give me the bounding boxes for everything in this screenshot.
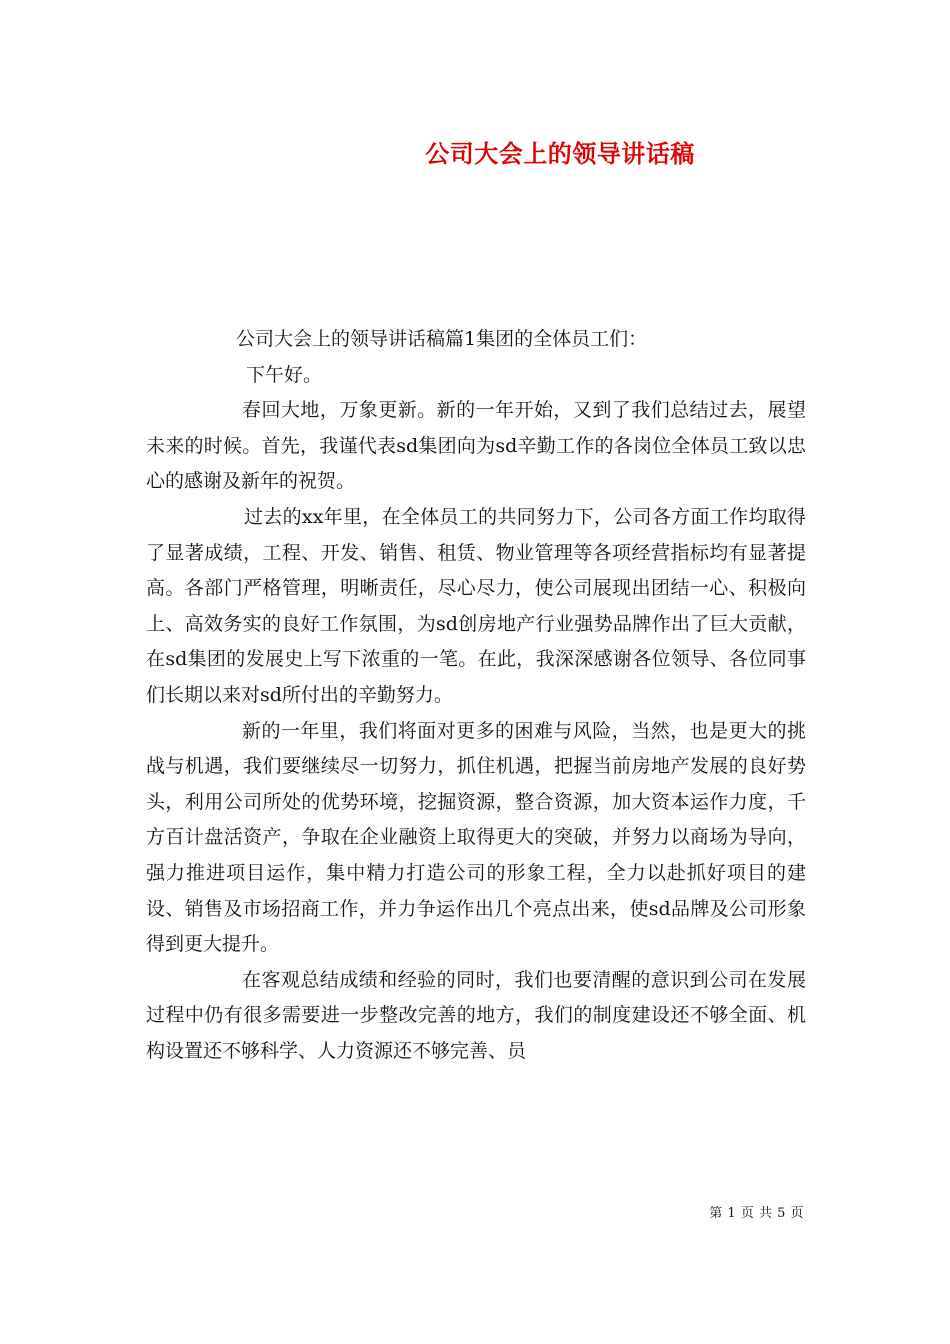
paragraph: 新的一年里，我们将面对更多的困难与风险，当然，也是更大的挑战与机遇，我们要继续尽一切努力，抓住机遇，把握当前房地产发展的良好势头，利用公司所处的优势环境，挖掘资源，整合资源，加大资本运作力度，千方百计盘活资产，争取在企业融资上取得更大的突破，并努力以商场为导向，强力推进项目运作，集中精力打造公司的形象工程，全力以赴抓好项目的建设、销售及市场招商工作，并力争运作出几个亮点出来，使sd品牌及公司形象得到更大提升。 bbox=[146, 719, 806, 956]
page-number: 第 1 页 共 5 页 bbox=[709, 1206, 804, 1221]
paragraph: 在客观总结成绩和经验的同时，我们也要清醒的意识到公司在发展过程中仍有很多需要进一步整改完善的地方，我们的制度建设还不够全面、机构设置还不够科学、人力资源还不够完善、员 bbox=[146, 968, 806, 1062]
document-title: 公司大会上的领导讲话稿 bbox=[425, 139, 695, 168]
paragraph-greeting: 下午好。 bbox=[246, 363, 323, 386]
paragraph: 过去的xx年里，在全体员工的共同努力下，公司各方面工作均取得了显著成绩，工程、开发、销售、租赁、物业管理等各项经营指标均有显著提高。各部门严格管理，明晰责任，尽心尽力，使公司展现出团结一心、积极向上、高效务实的良好工作氛围，为sd创房地产行业强势品牌作出了巨大贡献，在sd集团的发展史上写下浓重的一笔。在此，我深深感谢各位领导、各位同事们长期以来对sd所付出的辛勤努力。 bbox=[146, 505, 806, 706]
document-body bbox=[146, 322, 806, 1069]
paragraph-opening: 公司大会上的领导讲话稿篇1集团的全体员工们： bbox=[236, 328, 648, 350]
paragraph: 春回大地，万象更新。新的一年开始，又到了我们总结过去，展望未来的时候。首先，我谨代表sd集团向为sd辛勤工作的各岗位全体员工致以忠心的感谢及新年的祝贺。 bbox=[146, 399, 806, 493]
